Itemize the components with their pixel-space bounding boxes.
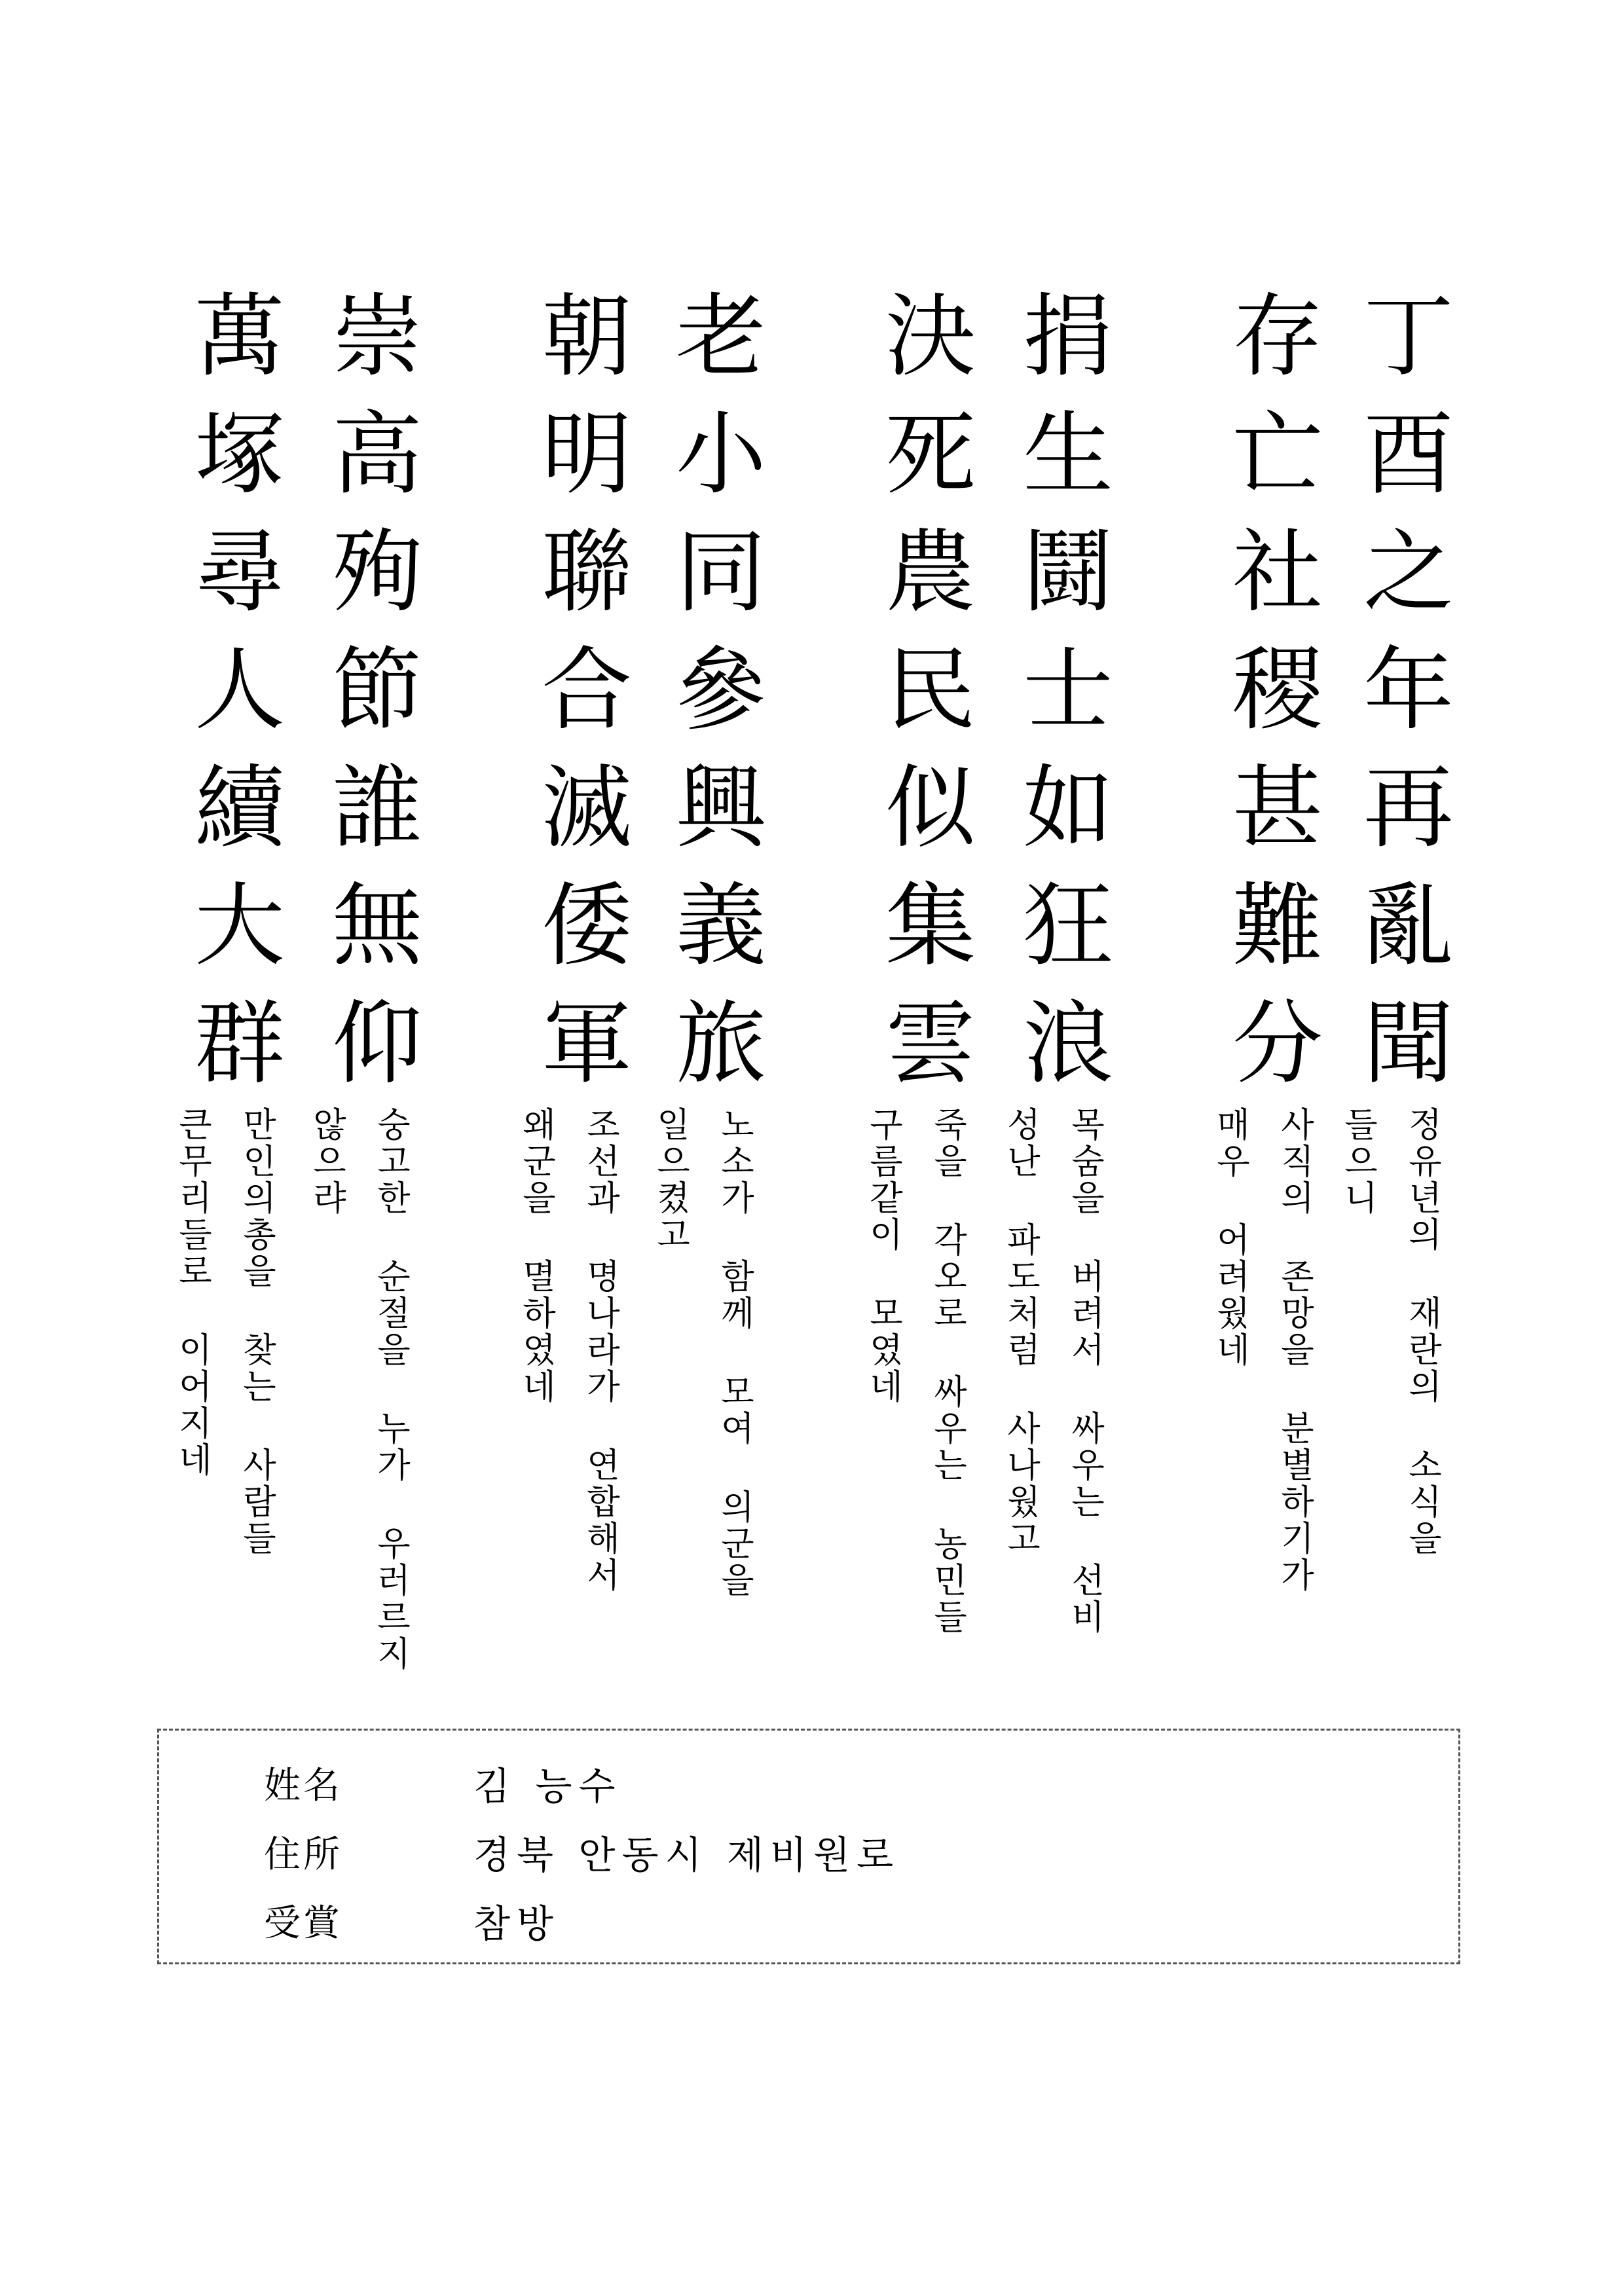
translation-line-1: 정유년의 재란의 소식을 들으니 <box>1338 1107 1441 1557</box>
translation-line-6: 조선과 명나라가 연합해서 왜군을 멸하였네 <box>516 1107 619 1594</box>
hanja-line-8: 萬塚尋人續大群 <box>179 288 285 1113</box>
poem-block <box>170 288 1454 1696</box>
hanja-line-1: 丁酉之年再亂聞 <box>1348 288 1454 1113</box>
translation-line-2: 사직의 존망을 분별하기가 매우 어려웠네 <box>1210 1107 1314 1594</box>
name-row <box>159 1750 1458 1816</box>
hanja-line-2: 存亡社稷甚難分 <box>1217 288 1323 1113</box>
address-value: 경북 안동시 제비원로 <box>473 1833 900 1877</box>
translation-line-3: 목숨을 버려서 싸우는 선비 성난 파도처럼 사나웠고 <box>1001 1107 1104 1636</box>
hanja-line-6: 朝明聯合滅倭軍 <box>526 288 632 1113</box>
translation-line-7: 숭고한 순절을 누가 우러르지 않으랴 <box>306 1107 410 1672</box>
address-row <box>159 1819 1458 1884</box>
translation-line-8: 만인의총을 찾는 사람들 큰무리들로 이어지네 <box>172 1107 276 1557</box>
translation-line-5: 노소가 함께 모여 의군을 일으켰고 <box>650 1107 754 1599</box>
award-value: 참방 <box>473 1901 561 1946</box>
hanja-line-5: 老小同參興義旅 <box>661 288 766 1113</box>
address-label: 住所 <box>264 1833 342 1876</box>
hanja-line-4: 決死農民似集雲 <box>870 288 976 1113</box>
name-value: 김 능수 <box>473 1764 622 1808</box>
hanja-line-7: 崇高殉節誰無仰 <box>317 288 422 1113</box>
translation-line-4: 죽을 각오로 싸우는 농민들 구름같이 모였네 <box>863 1107 967 1636</box>
award-label: 受賞 <box>264 1902 342 1945</box>
award-row <box>159 1888 1458 1953</box>
name-label: 姓名 <box>264 1765 342 1807</box>
author-info-box <box>157 1729 1460 1964</box>
hanja-line-3: 捐生鬪士如狂浪 <box>1008 288 1113 1113</box>
